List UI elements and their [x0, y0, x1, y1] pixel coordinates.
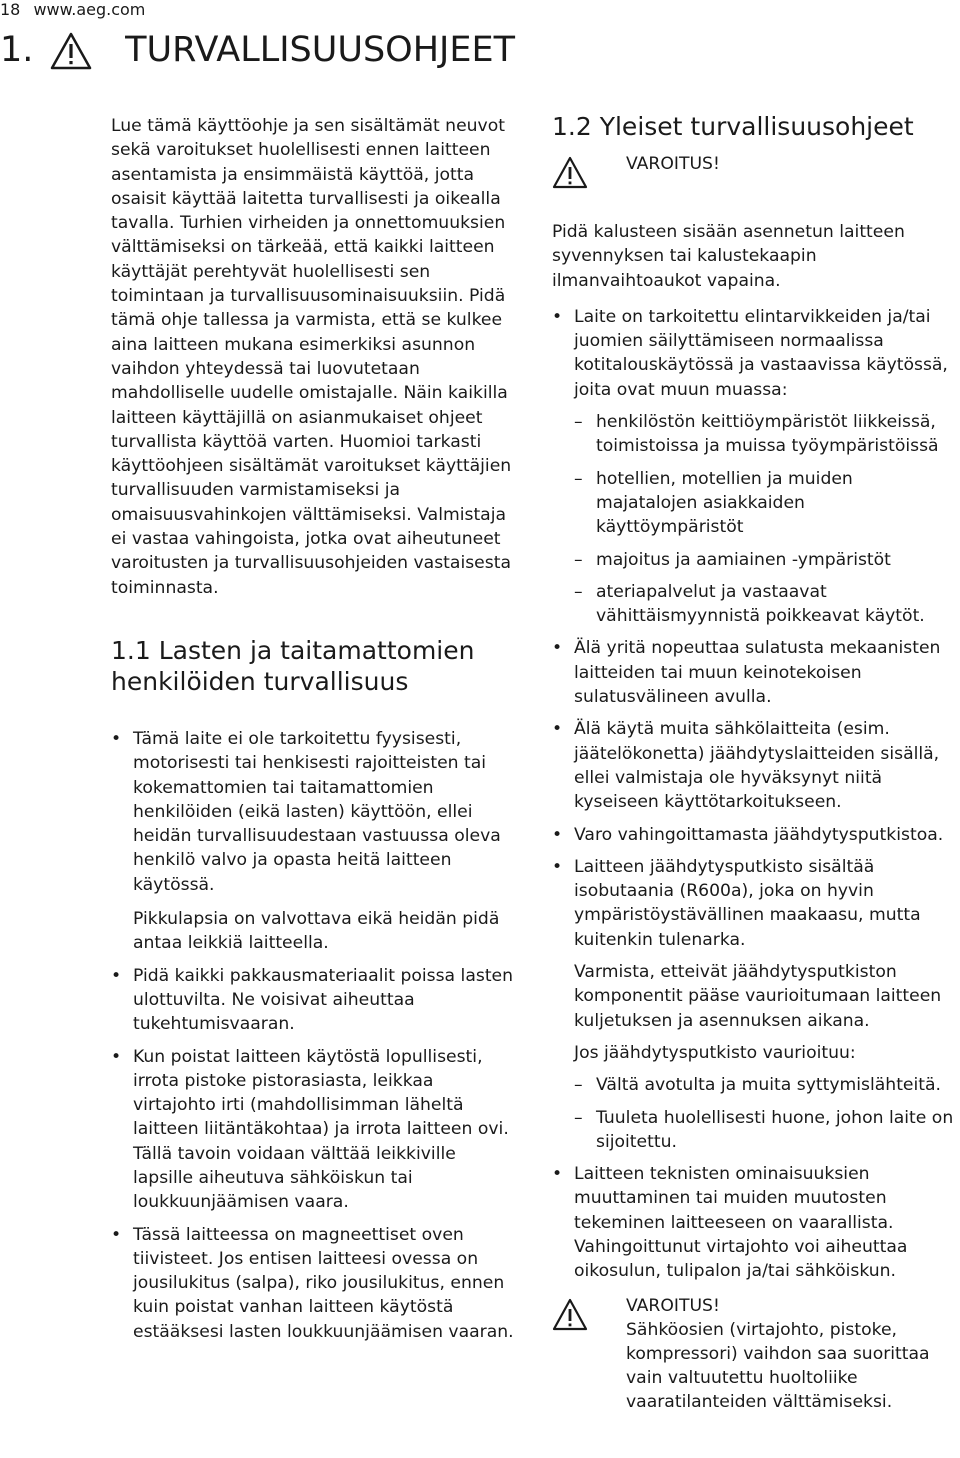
intro-paragraph: Lue tämä käyttöohje ja sen sisältämät neuvot sekä varoitukset huolellisesti ennen laitteen asentamista ja ensimmäistä käyttöä, jotta osaisit käyttää laitetta turvallisesti ja oikealla tavalla. Turhien virheiden ja onnettomuuksien välttämiseksi on tärkeää, että kaikki laitteen käyttäjät perehtyvät huolellisesti sen toimintaan ja turvallisuusominaisuuksiin. Pidä tämä ohje tallessa ja varmista, että se kulkee aina laitteen mukana esimerkiksi asunnon vaihdon yhteydessä tai luovutetaan mahdolliselle uudelle omistajalle. Näin kaikilla laitteen käyttäjillä on asianmukaiset ohjeet turvallista käyttöä varten. Huomioi tarkasti käyttöohjeen sisältämät varoitukset käyttäjien turvallisuuden varmistamiseksi ja omaisuusvahinkojen välttämiseksi. Valmistaja ei vastaa vahingoista, jotka ovat aiheutuneet varoitusten ja turvallisuusohjeiden vastaisesta toiminnasta. — [111, 116, 512, 598]
warning-block — [552, 152, 957, 190]
list-item: • Laite on tarkoitettu elintarvikkeiden ja/tai juomien säilyttämiseen normaalissa kotitalouskäytössä ja vastaavissa käytössä, joita ovat muun muassa: – henkilöstön keittiöympäristöt liikkeissä, toimistoissa ja muissa työympäristöissä – hotellien, motellien ja muiden majatalojen asiakkaiden käyttöympäristöt – majoitus ja aamiainen -ympäristöt – ateriapalvelut ja vastaavat vähittäismyynnistä poikkeavat käytöt. — [552, 305, 957, 629]
section-title: Lasten ja taitamattomien henkilöiden turvallisuus — [111, 635, 475, 696]
warning-icon — [552, 156, 588, 190]
list-item: • Laitteen jäähdytysputkisto sisältää isobutaania (R600a), joka on hyvin ympäristöystävällinen maakaasu, mutta kuitenkin tulenarka. Varmista, etteivät jäähdytysputkiston komponentit pääse vaurioitumaan laitteen kuljetuksen ja asennuksen aikana. Jos jäähdytysputkisto vaurioituu: – Vältä avotulta ja muita syttymislähteitä. – Tuuleta huolellisesti huone, johon laite on sijoitettu. — [552, 855, 957, 1154]
chapter-heading — [0, 30, 515, 71]
warning-content — [626, 1294, 957, 1415]
list-item-note: Varmista, etteivät jäähdytysputkiston komponentit pääse vaurioitumaan laitteen kuljetuksen ja asennuksen aikana. — [574, 962, 942, 1031]
list-item: • Älä käytä muita sähkölaitteita (esim. jäätelökonetta) jäähdytyslaitteiden sisällä, ellei valmistaja ole hyväksynyt niitä kyseiseen käyttötarkoitukseen. — [552, 717, 957, 814]
warning-text: Sähköosien (virtajohto, pistoke, kompressori) vaihdon saa suorittaa vain valtuutettu huoltoliike vaaratilanteiden välttämiseksi. — [626, 1319, 930, 1413]
usage-environments-list — [574, 410, 957, 628]
section-heading-1-2 — [552, 111, 957, 142]
dash-item: – ateriapalvelut ja vastaavat vähittäismyynnistä poikkeavat käytöt. — [574, 580, 957, 629]
section-heading-1-1 — [111, 635, 516, 697]
page-header — [0, 0, 145, 19]
list-item: • Tämä laite ei ole tarkoitettu fyysisesti, motorisesti tai henkisesti rajoitteisten tai kokemattomien tai taitamattomien henkilöiden (eikä lasten) käyttöön, ellei heidän turvallisuudestaan vastuussa oleva henkilö valvo ja opasta heitä laitteen käytössä. Pikkulapsia on valvottava eikä heidän pidä antaa leikkiä laitteella. — [111, 727, 516, 956]
list-item: • Pidä kaikki pakkausmateriaalit poissa lasten ulottuvilta. Ne voisivat aiheuttaa tukehtumisvaaran. — [111, 964, 516, 1037]
right-column — [552, 111, 957, 1415]
chapter-title: TURVALLISUUSOHJEET — [125, 30, 515, 70]
warning-title: VAROITUS! — [626, 1295, 720, 1316]
child-safety-list — [111, 727, 516, 1344]
website-url: www.aeg.com — [33, 0, 146, 19]
warning-block — [552, 1294, 957, 1415]
dash-item: – hotellien, motellien ja muiden majatalojen asiakkaiden käyttöympäristöt — [574, 467, 957, 540]
left-column — [111, 114, 516, 1344]
page-number: 18 — [0, 0, 21, 19]
chapter-number: 1. — [0, 30, 34, 70]
list-item: • Laitteen teknisten ominaisuuksien muuttaminen tai muiden muutosten tekeminen laitteeseen on vaarallista. Vahingoittunut virtajohto voi aiheuttaa oikosulun, tulipalon ja/tai sähköiskun. — [552, 1162, 957, 1283]
damage-steps-list — [574, 1073, 957, 1154]
general-safety-list — [552, 305, 957, 1284]
list-item: • Tässä laitteessa on magneettiset oven tiivisteet. Jos entisen laitteesi ovessa on jousilukitus (salpa), riko jousilukitus, ennen kuin poistat vanhan laitteen käytöstä estääksesi lasten loukkuunjäämisen vaaran. — [111, 1223, 516, 1344]
section-number: 1.2 — [552, 112, 592, 141]
dash-item: – Tuuleta huolellisesti huone, johon laite on sijoitettu. — [574, 1106, 957, 1155]
section-title: Yleiset turvallisuusohjeet — [599, 112, 914, 141]
dash-item: – henkilöstön keittiöympäristöt liikkeissä, toimistoissa ja muissa työympäristöissä — [574, 410, 957, 459]
list-item-note: Pikkulapsia on valvottava eikä heidän pidä antaa leikkiä laitteella. — [133, 909, 500, 954]
list-item: • Älä yritä nopeuttaa sulatusta mekaanisten laitteiden tai muun keinotekoisen sulatusvälineen avulla. — [552, 636, 957, 709]
dash-item: – majoitus ja aamiainen -ympäristöt — [574, 548, 957, 572]
dash-item: – Vältä avotulta ja muita syttymislähteitä. — [574, 1073, 957, 1097]
warning-icon — [552, 1298, 588, 1332]
list-item: • Varo vahingoittamasta jäähdytysputkistoa. — [552, 823, 957, 847]
warning-icon — [49, 31, 93, 71]
warning-title: VAROITUS! — [626, 154, 720, 174]
list-item-note: Jos jäähdytysputkisto vaurioituu: — [574, 1042, 856, 1063]
section-number: 1.1 — [111, 635, 151, 665]
ventilation-paragraph: Pidä kalusteen sisään asennetun laitteen syvennyksen tai kalustekaapin ilmanvaihtoaukot vapaina. — [552, 222, 905, 291]
list-item: • Kun poistat laitteen käytöstä lopullisesti, irrota pistoke pistorasiasta, leikkaa virtajohto irti (mahdollisimman läheltä laitteen liitäntäkohtaa) ja irrota laitteen ovi. Tällä tavoin voidaan välttää leikkiville lapsille aiheutuva sähköiskun tai loukkuunjäämisen vaara. — [111, 1045, 516, 1215]
